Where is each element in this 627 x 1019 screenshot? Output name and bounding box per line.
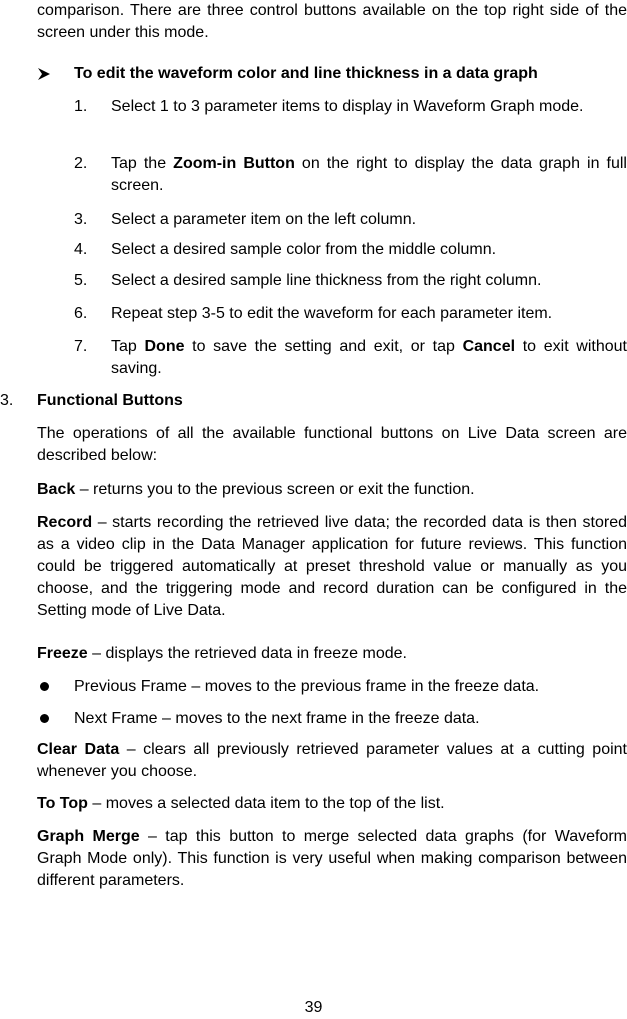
back-description: Back – returns you to the previous screen or exit the function. (37, 481, 475, 498)
step-number: 5. (74, 272, 88, 289)
graph-merge-description: Graph Merge – tap this button to merge selected data graphs (for Waveform Graph Mode only). This function is very useful when making comparison between different parameters. (37, 828, 627, 889)
section-number: 3. (0, 392, 14, 409)
clear-data-description: Clear Data – clears all previously retrieved parameter values at a cutting point whenever you choose. (37, 741, 627, 780)
step-number: 7. (74, 338, 88, 355)
step-text: Select a desired sample line thickness from the right column. (111, 272, 542, 289)
list-item: Next Frame – moves to the next frame in the freeze data. (74, 710, 480, 727)
step-text: Repeat step 3-5 to edit the waveform for each parameter item. (111, 305, 553, 322)
step-number: 1. (74, 98, 88, 115)
waveform-edit-heading: To edit the waveform color and line thickness in a data graph (74, 65, 538, 82)
step-text: Select a desired sample color from the middle column. (111, 241, 497, 258)
step-number: 4. (74, 241, 88, 258)
bullet-dot-icon (40, 714, 49, 723)
step-number: 2. (74, 155, 88, 172)
step-number: 6. (74, 305, 88, 322)
functional-buttons-heading: Functional Buttons (37, 392, 183, 409)
step-number: 3. (74, 211, 88, 228)
step-text: Tap Done to save the setting and exit, or tap Cancel to exit without saving. (111, 338, 627, 377)
page-number: 39 (304, 999, 323, 1016)
list-item: Previous Frame – moves to the previous frame in the freeze data. (74, 678, 540, 695)
record-description: Record – starts recording the retrieved live data; the recorded data is then stored as a video clip in the Data Manager application for future reviews. This function could be triggered automatically at preset threshold value or manually as you choose, and the triggering mode and record duration can be configured in the Setting mode of Live Data. (37, 514, 627, 619)
bullet-dot-icon (40, 682, 49, 691)
freeze-description: Freeze – displays the retrieved data in freeze mode. (37, 645, 407, 662)
step-text: Select 1 to 3 parameter items to display in Waveform Graph mode. (111, 98, 584, 115)
step-text: Select a parameter item on the left column. (111, 211, 417, 228)
step-text: Tap the Zoom-in Button on the right to display the data graph in full screen. (111, 155, 627, 194)
intro-paragraph: comparison. There are three control buttons available on the top right side of the screen under this mode. (37, 2, 627, 41)
arrow-bullet-icon (37, 67, 51, 81)
functional-intro: The operations of all the available functional buttons on Live Data screen are described below: (37, 425, 627, 464)
to-top-description: To Top – moves a selected data item to the top of the list. (37, 795, 445, 812)
